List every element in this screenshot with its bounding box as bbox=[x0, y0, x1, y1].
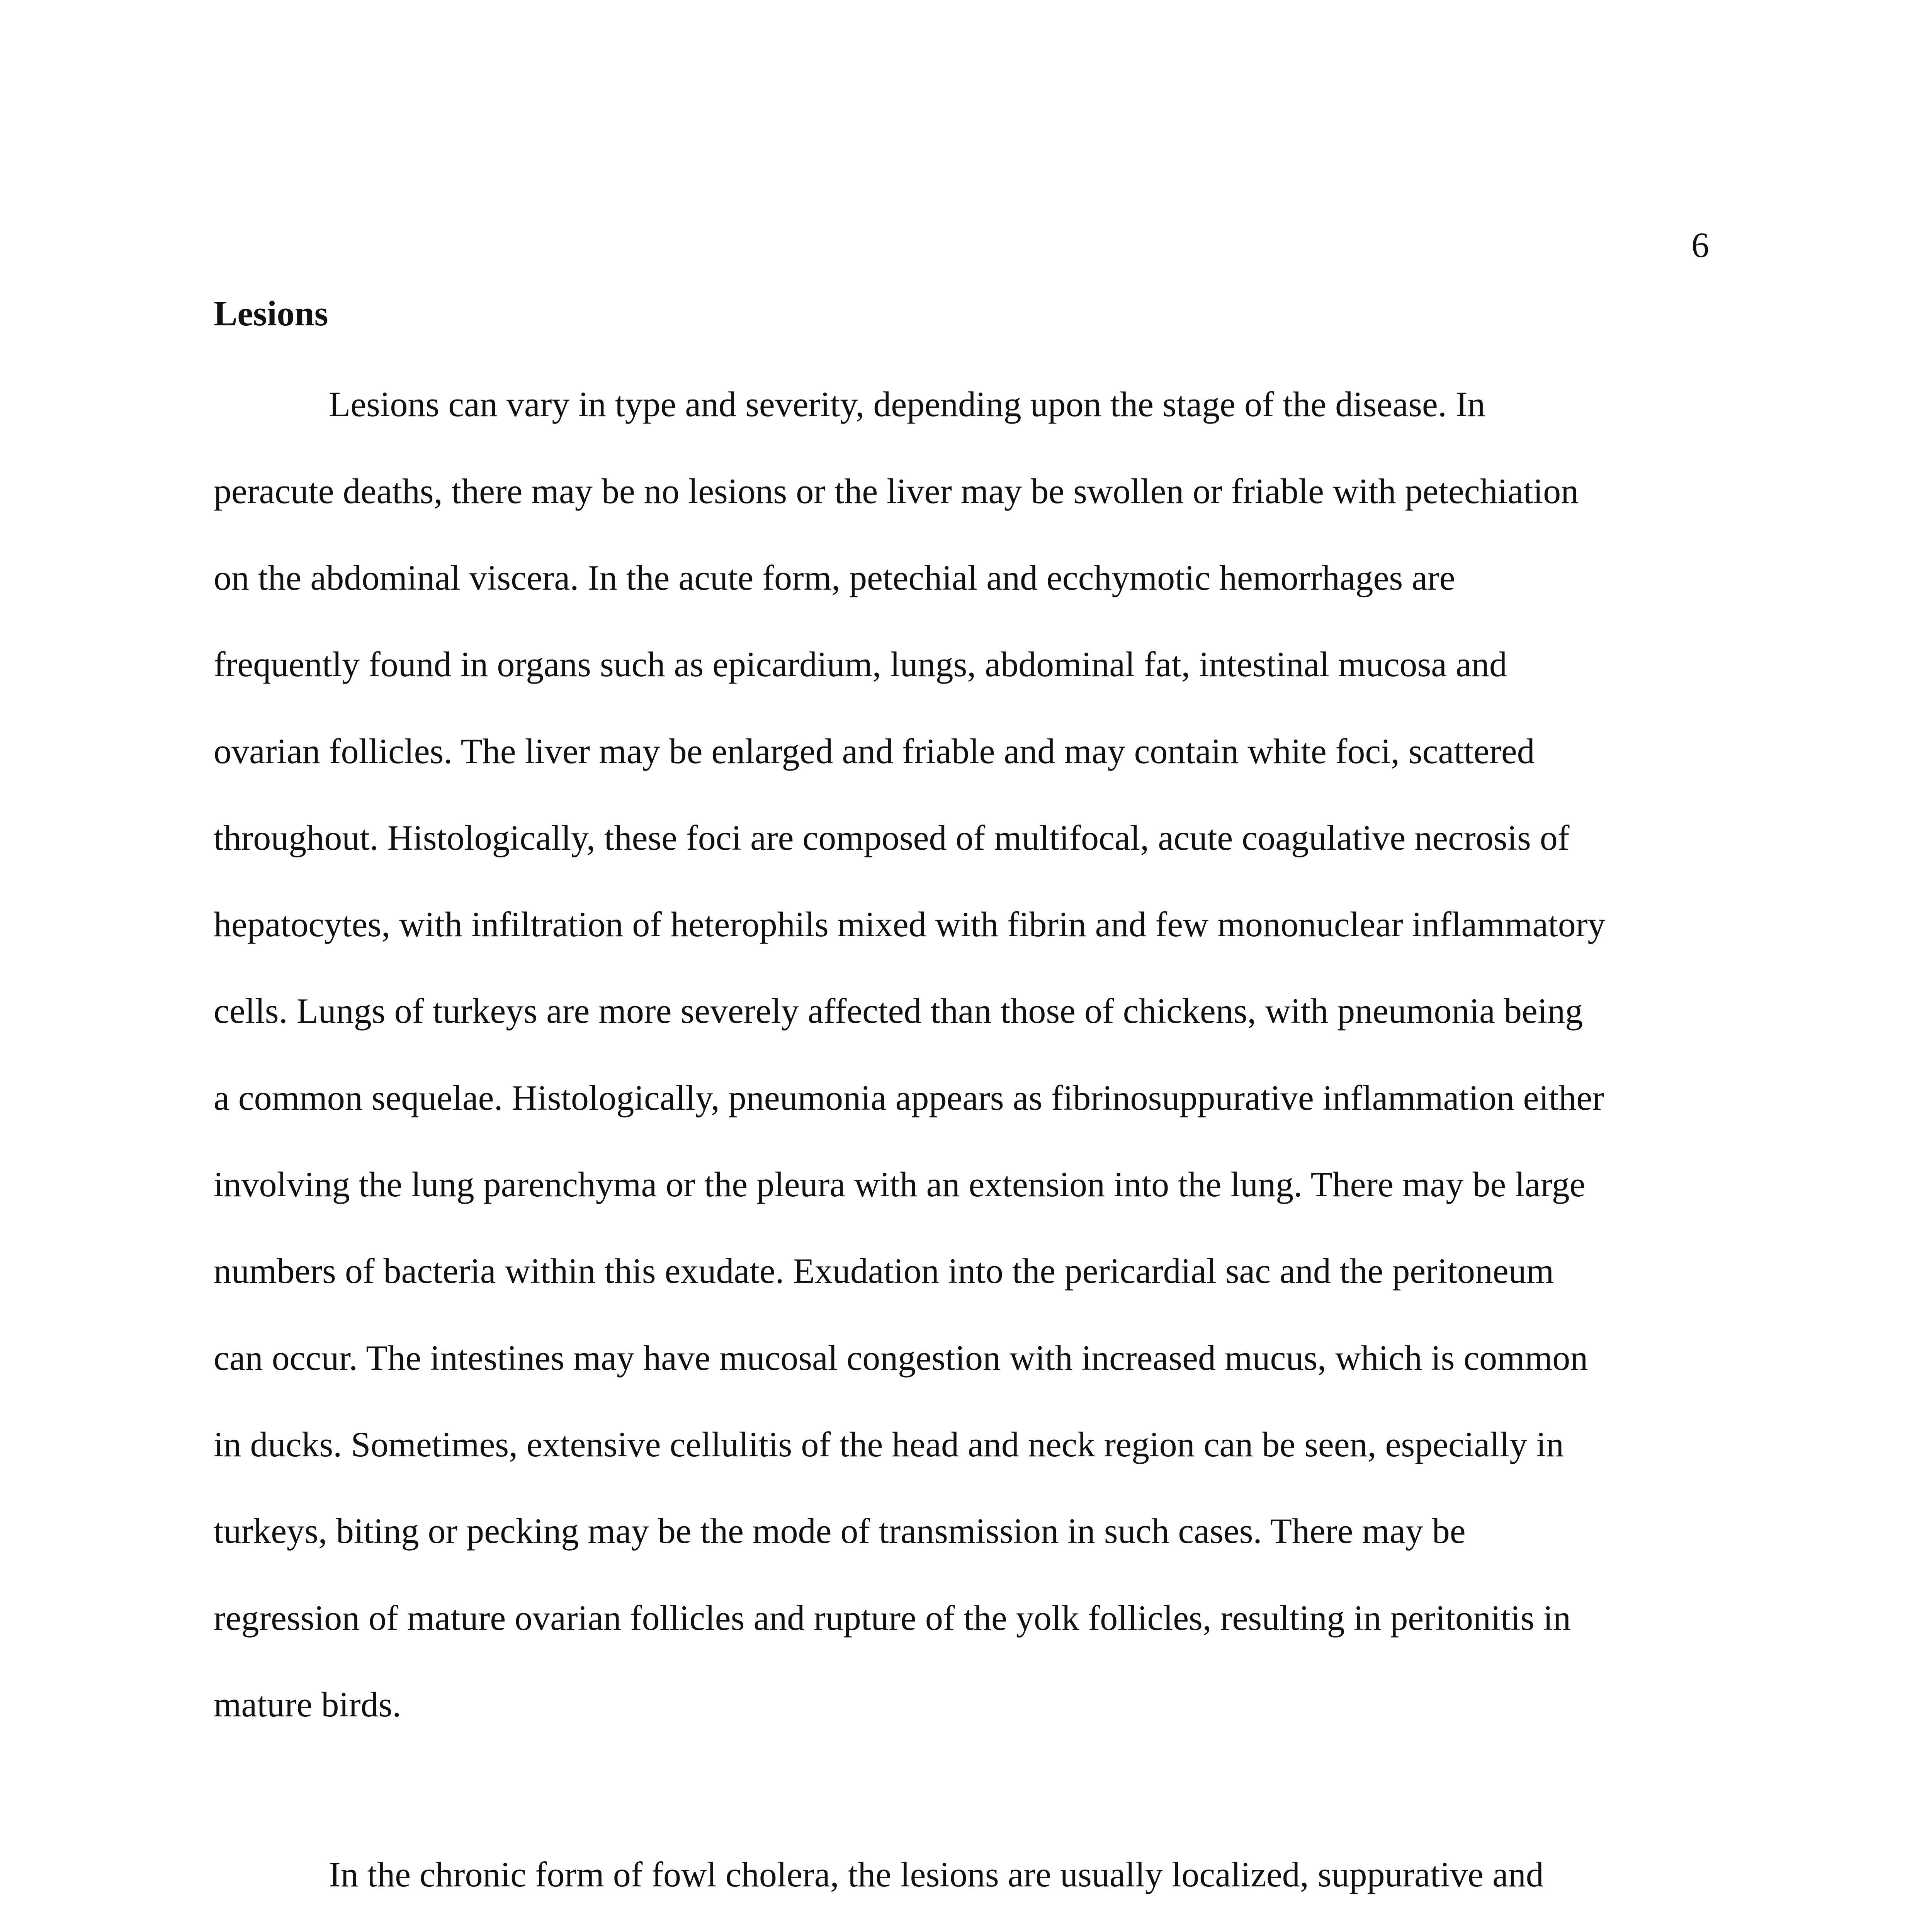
text-line: peracute deaths, there may be no lesions or the liver may be swollen or friable with petechiation bbox=[214, 471, 1579, 511]
page-number: 6 bbox=[1691, 225, 1709, 265]
text-line: Lesions can vary in type and severity, depending upon the stage of the disease. In bbox=[329, 384, 1485, 424]
text-line: frequently found in organs such as epicardium, lungs, abdominal fat, intestinal mucosa and bbox=[214, 645, 1507, 684]
text-line: In the chronic form of fowl cholera, the lesions are usually localized, suppurative and bbox=[329, 1855, 1544, 1894]
text-line: on the abdominal viscera. In the acute form, petechial and ecchymotic hemorrhages are bbox=[214, 558, 1455, 597]
text-line: a common sequelae. Histologically, pneumonia appears as fibrinosuppurative inflammation either bbox=[214, 1078, 1604, 1117]
text-line: can occur. The intestines may have mucosal congestion with increased mucus, which is common bbox=[214, 1338, 1588, 1378]
text-line: throughout. Histologically, these foci are composed of multifocal, acute coagulative necrosis of bbox=[214, 818, 1570, 857]
text-line: turkeys, biting or pecking may be the mode of transmission in such cases. There may be bbox=[214, 1511, 1466, 1551]
text-line: cells. Lungs of turkeys are more severely affected than those of chickens, with pneumonia being bbox=[214, 991, 1583, 1031]
text-line: in ducks. Sometimes, extensive cellulitis of the head and neck region can be seen, especially in bbox=[214, 1425, 1564, 1464]
text-line: regression of mature ovarian follicles and rupture of the yolk follicles, resulting in peritonitis in bbox=[214, 1598, 1571, 1638]
text-line: numbers of bacteria within this exudate. Exudation into the pericardial sac and the peritoneum bbox=[214, 1251, 1554, 1291]
text-line: mature birds. bbox=[214, 1685, 401, 1724]
text-line: ovarian follicles. The liver may be enlarged and friable and may contain white foci, scattered bbox=[214, 731, 1535, 771]
section-heading: Lesions bbox=[214, 294, 328, 333]
text-line: hepatocytes, with infiltration of heterophils mixed with fibrin and few mononuclear inflammatory bbox=[214, 905, 1606, 944]
text-line: involving the lung parenchyma or the pleura with an extension into the lung. There may be large bbox=[214, 1165, 1586, 1204]
